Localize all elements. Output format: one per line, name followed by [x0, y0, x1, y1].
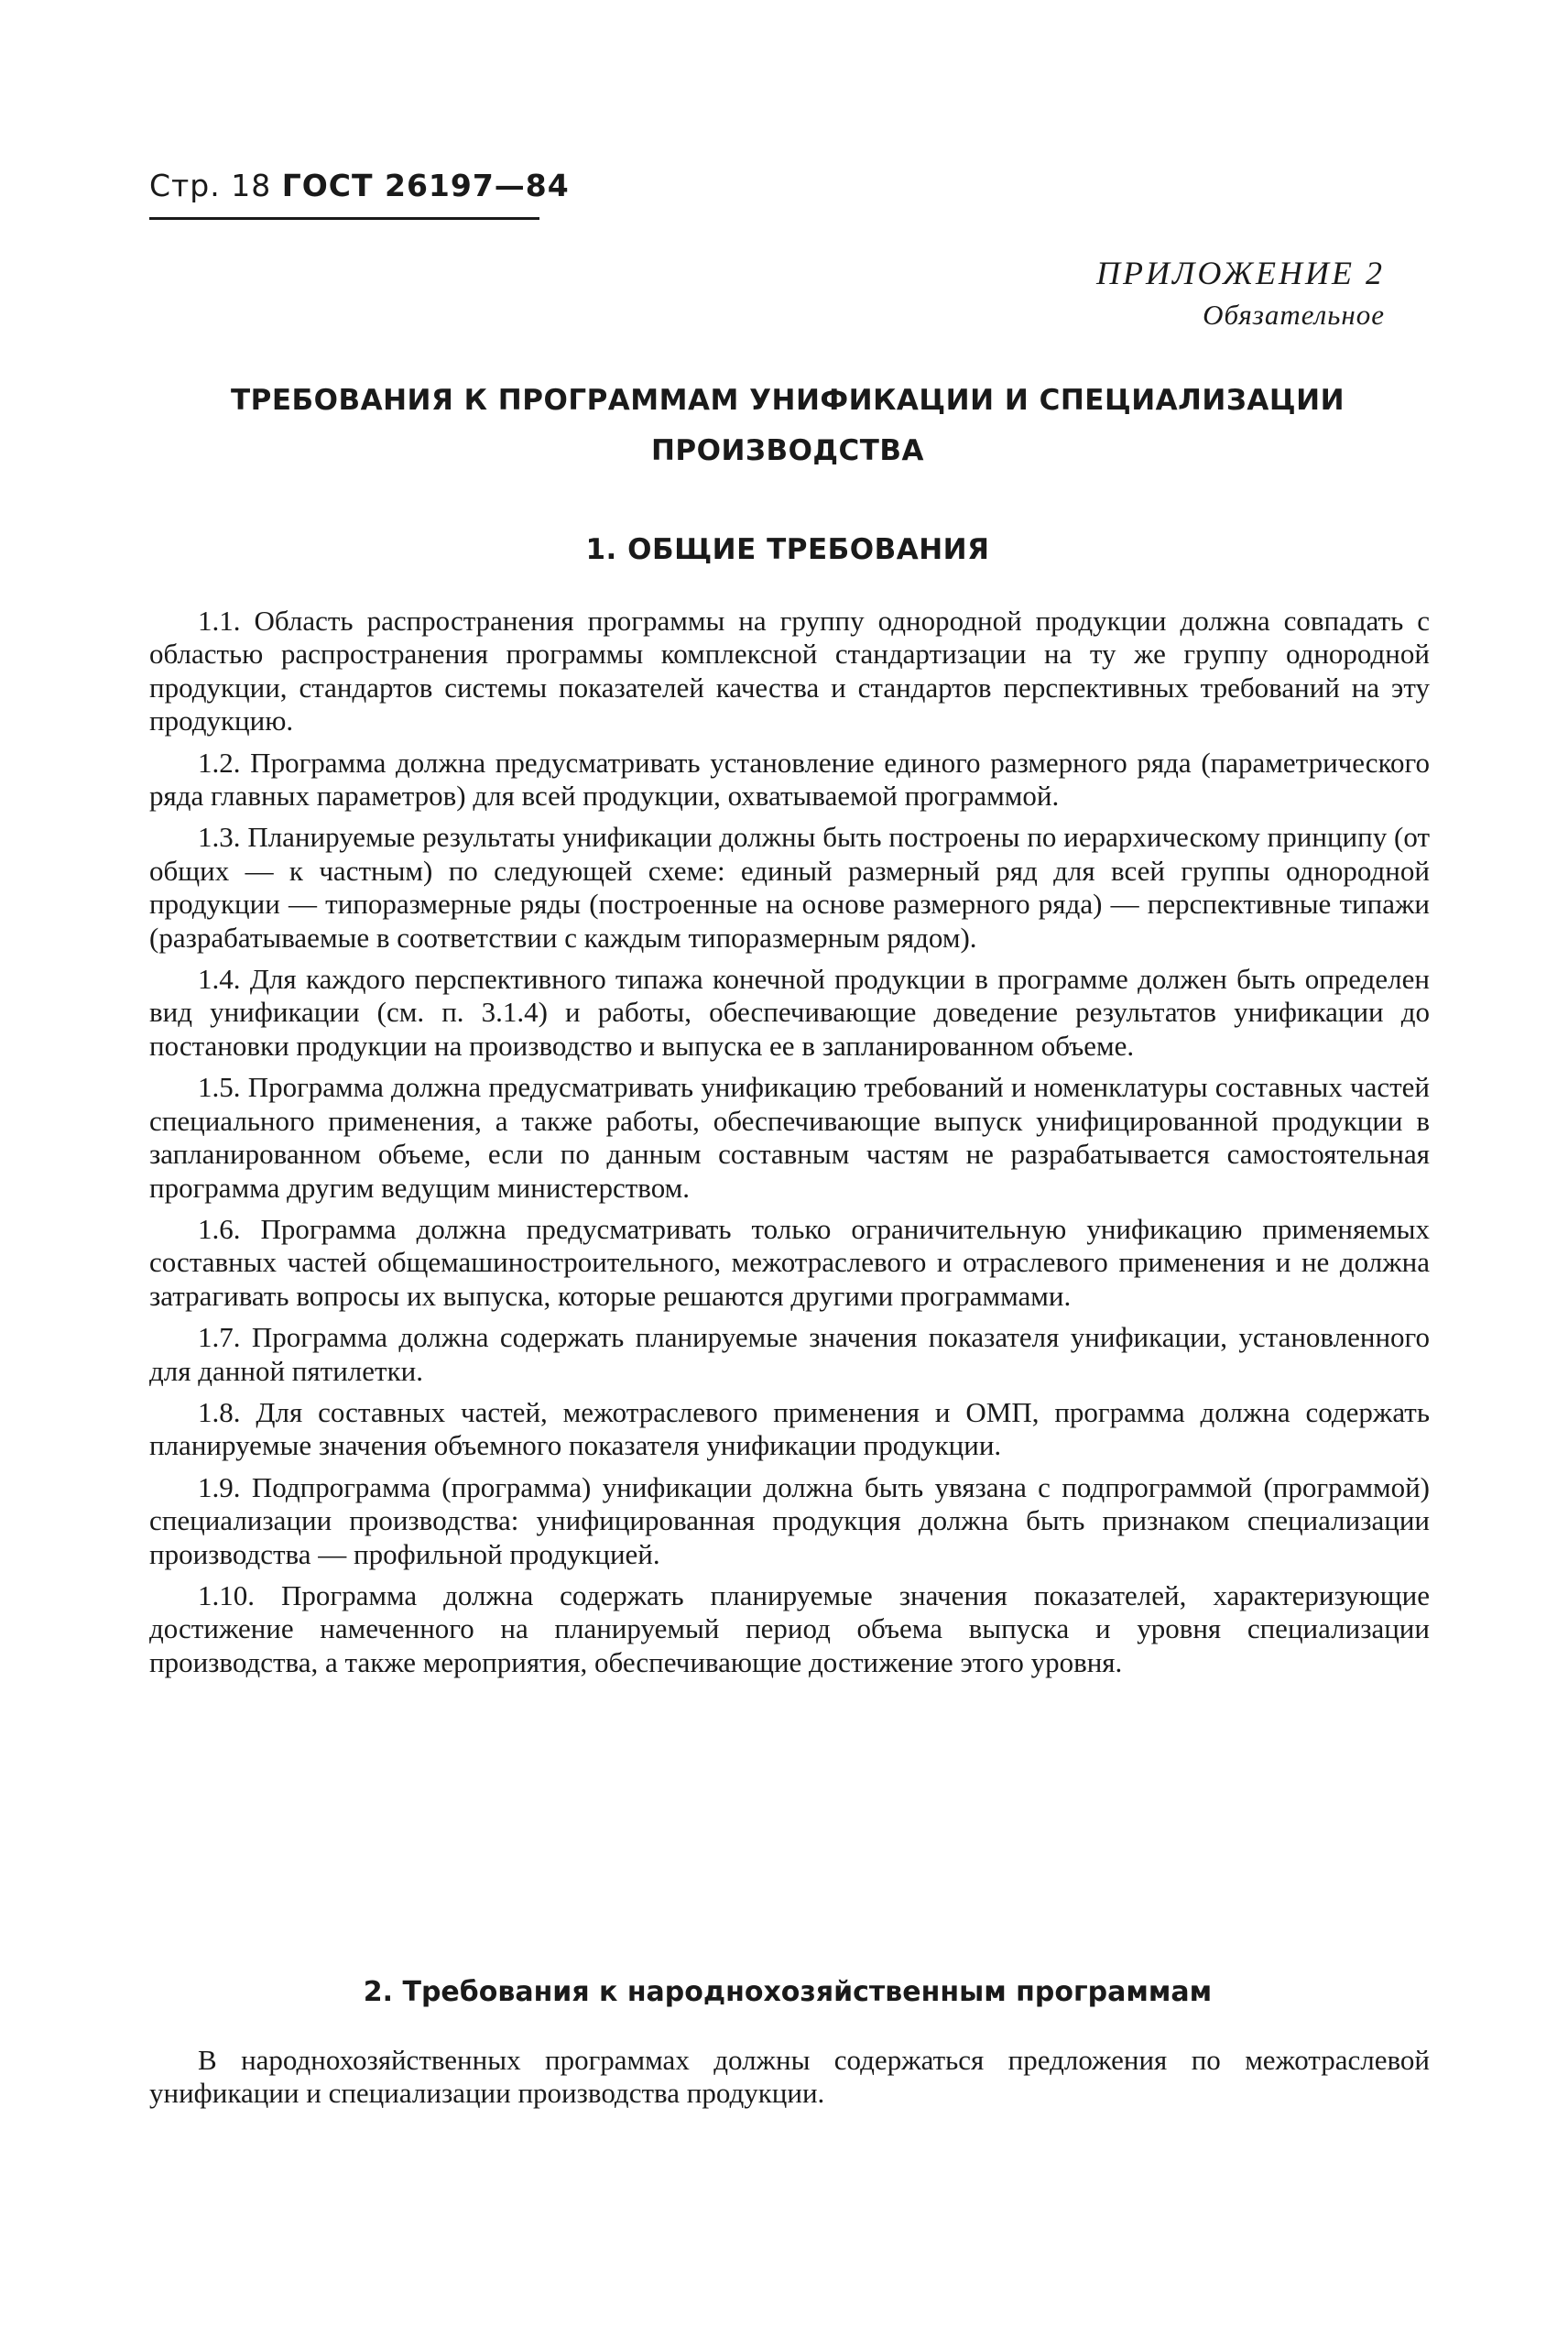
paragraph-1-9: 1.9. Подпрограмма (программа) унификации должна быть увязана с подпрограммой (программой) специализации производства: унифицированная продукция должна быть признаком специализации производства — профильной продукцией.	[149, 1470, 1430, 1570]
paragraph-1-6: 1.6. Программа должна предусматривать только ограничительную унификацию применяемых составных частей общемашиностроительного, межотраслевого и отраслевого применения и не должна затрагивать вопросы их выпуска, которые решаются другими программами.	[149, 1212, 1430, 1312]
paragraph-2-1: В народнохозяйственных программах должны содержаться предложения по межотраслевой унификации и специализации производства продукции.	[149, 2044, 1430, 2110]
appendix-title: ПРИЛОЖЕНИЕ 2	[1096, 255, 1385, 291]
paragraph-1-10: 1.10. Программа должна содержать планируемые значения показателей, характеризующие достижение намеченного на планируемый период объема выпуска и уровня специализации производства, а также мероприятия, обеспечивающие достижение этого уровня.	[149, 1578, 1430, 1678]
paragraph-1-1: 1.1. Область распространения программы на группу однородной продукции должна совпадать с областью распространения программы комплексной стандартизации на ту же группу однородной продукции, стандартов системы показателей качества и стандартов перспективных требований на эту продукцию.	[149, 605, 1430, 737]
paragraph-1-2: 1.2. Программа должна предусматривать установление единого размерного ряда (параметрического ряда главных параметров) для всей продукции, охватываемой программой.	[149, 746, 1430, 813]
header-underline	[149, 217, 539, 220]
section-2-body	[149, 2044, 1430, 2119]
section-2-heading: 2. Требования к народнохозяйственным программам	[363, 1976, 1213, 2008]
document-title-line-1: ТРЕБОВАНИЯ К ПРОГРАММАМ УНИФИКАЦИИ И СПЕЦИАЛИЗАЦИИ	[230, 384, 1345, 417]
page-number-label: Стр. 18	[149, 168, 272, 203]
document-title-line-2: ПРОИЗВОДСТВА	[650, 434, 925, 467]
gost-number: ГОСТ 26197—84	[281, 168, 570, 203]
paragraph-1-3: 1.3. Планируемые результаты унификации должны быть построены по иерархическому принципу (от общих — к частным) по следующей схеме: единый размерный ряд для всей группы однородной продукции — типоразмерные ряды (построенные на основе размерного ряда) — перспективные типажи (разрабатываемые в соответствии с каждым типоразмерным рядом).	[149, 821, 1430, 954]
paragraph-1-8: 1.8. Для составных частей, межотраслевого применения и ОМП, программа должна содержать планируемые значения объемного показателя унификации продукции.	[149, 1395, 1430, 1462]
paragraph-1-4: 1.4. Для каждого перспективного типажа конечной продукции в программе должен быть определен вид унификации (см. п. 3.1.4) и работы, обеспечивающие доведение результатов унификации до постановки продукции на производство и выпуска ее в запланированном объеме.	[149, 963, 1430, 1062]
document-title	[147, 376, 1429, 476]
paragraph-1-5: 1.5. Программа должна предусматривать унификацию требований и номенклатуры составных частей специального применения, а также работы, обеспечивающие выпуск унифицированной продукции в запланированном объеме, если по данным составным частям не разрабатывается самостоятельная программа другим ведущим министерством.	[149, 1071, 1430, 1204]
section-1-heading: 1. ОБЩИЕ ТРЕБОВАНИЯ	[585, 533, 990, 566]
appendix-label	[1096, 251, 1385, 333]
section-1-body	[149, 605, 1430, 1687]
running-header	[149, 168, 570, 203]
paragraph-1-7: 1.7. Программа должна содержать планируемые значения показателя унификации, установленного для данной пятилетки.	[149, 1321, 1430, 1387]
appendix-status: Обязательное	[1203, 298, 1385, 331]
